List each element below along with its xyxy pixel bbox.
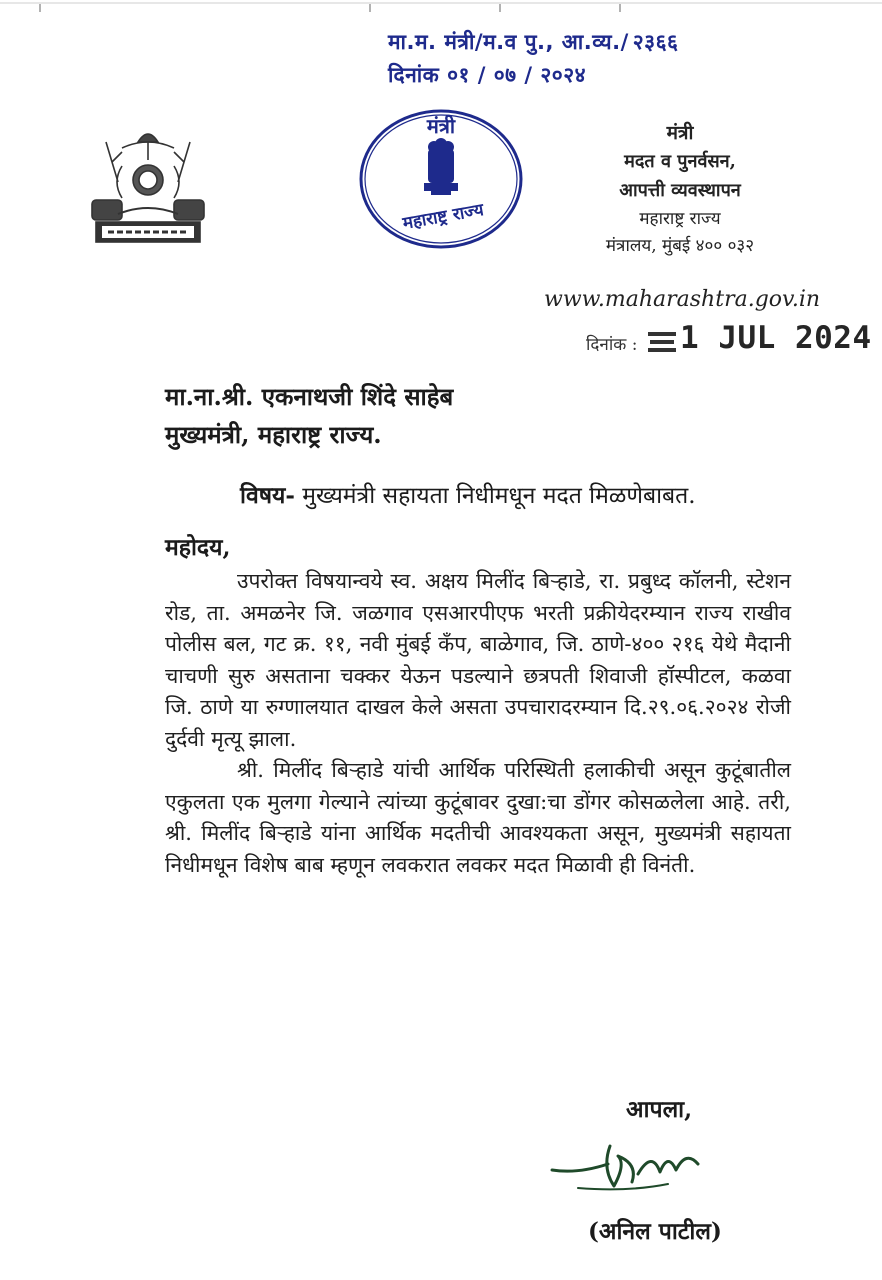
body-paragraph-1: उपरोक्त विषयान्वये स्व. अक्षय मिलींद बिऱ्हाडे, रा. प्रबुध्द कॉलनी, स्टेशन रोड, ता. अमळनेर जि. जळगाव एसआरपीएफ भरती प्रक्रीयेदरम्यान राज्य राखीव पोलीस बल, गट क्र. ११, नवी मुंबई कँप, बाळेगाव, जि. ठाणे-४०० २१६ येथे मैदानी चाचणी सुरु असताना चक्कर येऊन पडल्याने छत्रपती शिवाजी हॉस्पीटल, कळवा जि. ठाणे या रुग्णालयात दाखल केले असता उपचारादरम्यान दि.२९.०६.२०२४ रोजी दुर्दवी मृत्यू झाला. — [165, 569, 791, 751]
subject-line — [240, 478, 696, 510]
inward-reference-stamp — [388, 26, 678, 91]
body-paragraph-2: श्री. मिलींद बिऱ्हाडे यांची आर्थिक परिस्थिती हलाकीची असून कुटूंबातील एकुलता एक मुलगा गेल्याने त्यांच्या कुटूंबावर दुखा:चा डोंगर कोसळलेला आहे. तरी, श्री. मिलींद बिऱ्हाडे यांना आर्थिक मदतीची आवश्यकता असून, मुख्यमंत्री सहायता निधीमधून विशेष बाब म्हणून लवकरात लवकर मदत मिळावी ही विनंती. — [165, 758, 791, 877]
closing: आपला, — [626, 1096, 693, 1123]
signatory-name: (अनिल पाटील) — [588, 1218, 722, 1245]
letterhead-department-2: आपत्ती व्यवस्थापन — [619, 180, 741, 202]
letterhead-title: मंत्री — [666, 122, 694, 144]
letter-body — [165, 566, 791, 881]
addressee-designation: मुख्यमंत्री, महाराष्ट्र राज्य. — [165, 420, 382, 450]
reference-number: २३६६ — [632, 30, 679, 54]
addressee-block — [165, 378, 453, 455]
maharashtra-emblem-icon — [82, 122, 214, 252]
top-edge-marks — [0, 0, 882, 14]
date-stamp-marks — [646, 328, 680, 356]
letterhead-state: महाराष्ट्र राज्य — [639, 208, 721, 229]
letterhead-department-1: मदत व पुनर्वसन, — [624, 151, 736, 173]
reference-line2: दिनांक ०१ / ०७ / २०२४ — [388, 62, 587, 87]
letterhead-address: मंत्रालय, मुंबई ४०० ०३२ — [605, 236, 755, 257]
date-label: दिनांक : — [586, 335, 638, 355]
reference-line1: मा.म. मंत्री/म.व पु., आ.व्य./ — [388, 30, 629, 54]
date-stamp: 1 JUL 2024 — [680, 320, 872, 356]
ashoka-lions-icon — [424, 138, 458, 195]
letterhead-website: www.maharashtra.gov.in — [544, 287, 821, 312]
addressee-name: मा.ना.श्री. एकनाथजी शिंदे साहेब — [165, 382, 454, 411]
letterhead-block — [560, 118, 800, 260]
seal-bottom-text: महाराष्ट्र राज्य — [401, 200, 486, 234]
salutation: महोदय, — [165, 534, 231, 561]
seal-top-text: मंत्री — [426, 114, 456, 138]
subject-label: विषय- — [240, 482, 295, 509]
handwritten-signature — [548, 1134, 738, 1204]
subject-text: मुख्यमंत्री सहायता निधीमधून मदत मिळणेबाबत. — [294, 483, 696, 509]
